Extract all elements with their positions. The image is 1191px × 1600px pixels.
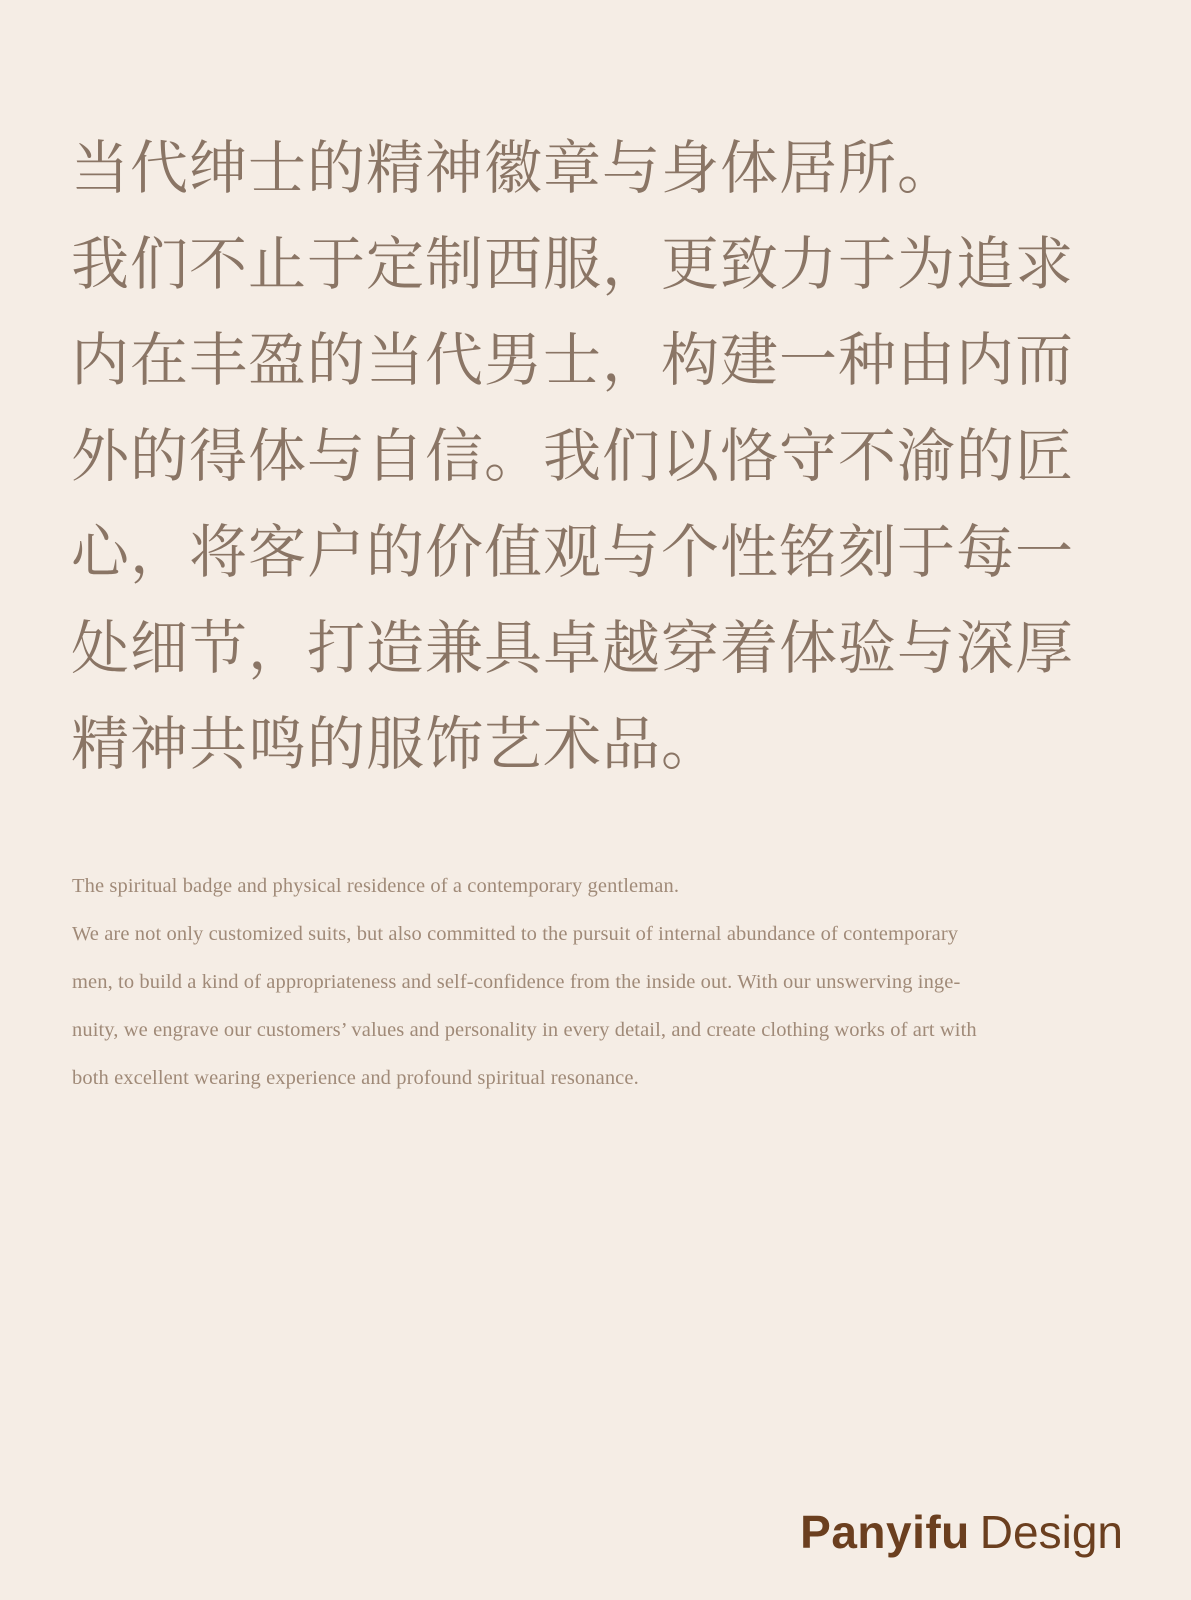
chinese-body-line: 内在丰盈的当代男士，构建一种由内而 [71, 326, 1075, 394]
chinese-body-line: 外的得体与自信。我们以恪守不渝的匠 [71, 422, 1075, 490]
english-body-line: men, to build a kind of appropriateness and self-confidence from the inside out. With our unswerving inge- [72, 971, 961, 993]
english-paragraph [72, 862, 1112, 1102]
english-body-line: nuity, we engrave our customers’ values and personality in every detail, and create clothing works of art with [72, 1019, 977, 1041]
brand-name-light: Design [979, 1506, 1123, 1558]
english-body-line: We are not only customized suits, but also committed to the pursuit of internal abundance of contemporary [72, 923, 959, 945]
chinese-headline: 当代绅士的精神徽章与身体居所。 [71, 134, 957, 202]
english-headline: The spiritual badge and physical residence of a contemporary gentleman. [72, 875, 680, 897]
chinese-paragraph [71, 120, 1111, 792]
brand-name-bold: Panyifu [800, 1506, 970, 1558]
chinese-body-line: 处细节，打造兼具卓越穿着体验与深厚 [71, 614, 1075, 682]
chinese-body-line: 精神共鸣的服饰艺术品。 [71, 710, 721, 778]
chinese-body-line: 我们不止于定制西服，更致力于为追求 [71, 230, 1075, 298]
english-body-line: both excellent wearing experience and profound spiritual resonance. [72, 1067, 639, 1089]
brand-logo [800, 1505, 1123, 1559]
chinese-body-line: 心，将客户的价值观与个性铭刻于每一 [71, 518, 1075, 586]
